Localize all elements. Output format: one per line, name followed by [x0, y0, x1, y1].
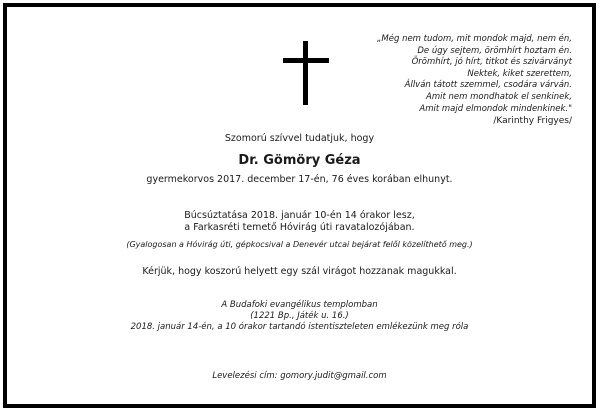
poem-line: Állván tátott szemmel, csodára várván. — [404, 80, 572, 91]
poem-author: /Karinthy Frigyes/ — [493, 116, 572, 127]
poem-line: Nektek, kiket szerettem, — [467, 68, 572, 79]
deceased-name: Dr. Gömöry Géza — [238, 153, 361, 168]
death-announcement: gyermekorvos 2017. december 17-én, 76 éves korában elhunyt. — [146, 174, 453, 185]
cross-icon — [283, 41, 329, 105]
intro-text: Szomorú szívvel tudatjuk, hogy — [224, 133, 375, 144]
poem-line: Amit majd elmondok mindenkinek." — [419, 103, 572, 114]
poem-line: De úgy sejtem, örömhírt hoztam én. — [417, 45, 572, 56]
funeral-time: Búcsúztatása 2018. január 10-én 14 órakor lesz, — [184, 210, 415, 221]
poem-line: „Még nem tudom, mit mondok majd, nem én, — [377, 34, 572, 44]
memorial-service: 2018. január 14-én, a 10 órakor tartandó istentiszteleten emlékezünk meg róla — [130, 322, 469, 332]
obituary-card — [3, 3, 596, 408]
memorial-address: (1221 Bp., Játék u. 16.) — [250, 311, 349, 321]
contact-email: Levelezési cím: gomory.judit@gmail.com — [212, 371, 387, 381]
poem-line: Amit nem mondhatok el senkinek, — [426, 91, 572, 102]
poem-quote — [342, 34, 572, 128]
memorial-church: A Budafoki evangélikus templomban — [221, 300, 378, 310]
flowers-request: Kérjük, hogy koszorú helyett egy szál virágot hozzanak magukkal. — [142, 266, 457, 277]
directions-note: (Gyalogosan a Hóvirág úti, gépkocsival a Denevér utcai bejárat felől közelíthető meg.) — [126, 240, 473, 249]
funeral-location: a Farkasréti temető Hóvirág úti ravatalozójában. — [184, 222, 415, 233]
poem-line: Örömhírt, jó hírt, titkot és szivárványt — [411, 57, 572, 68]
